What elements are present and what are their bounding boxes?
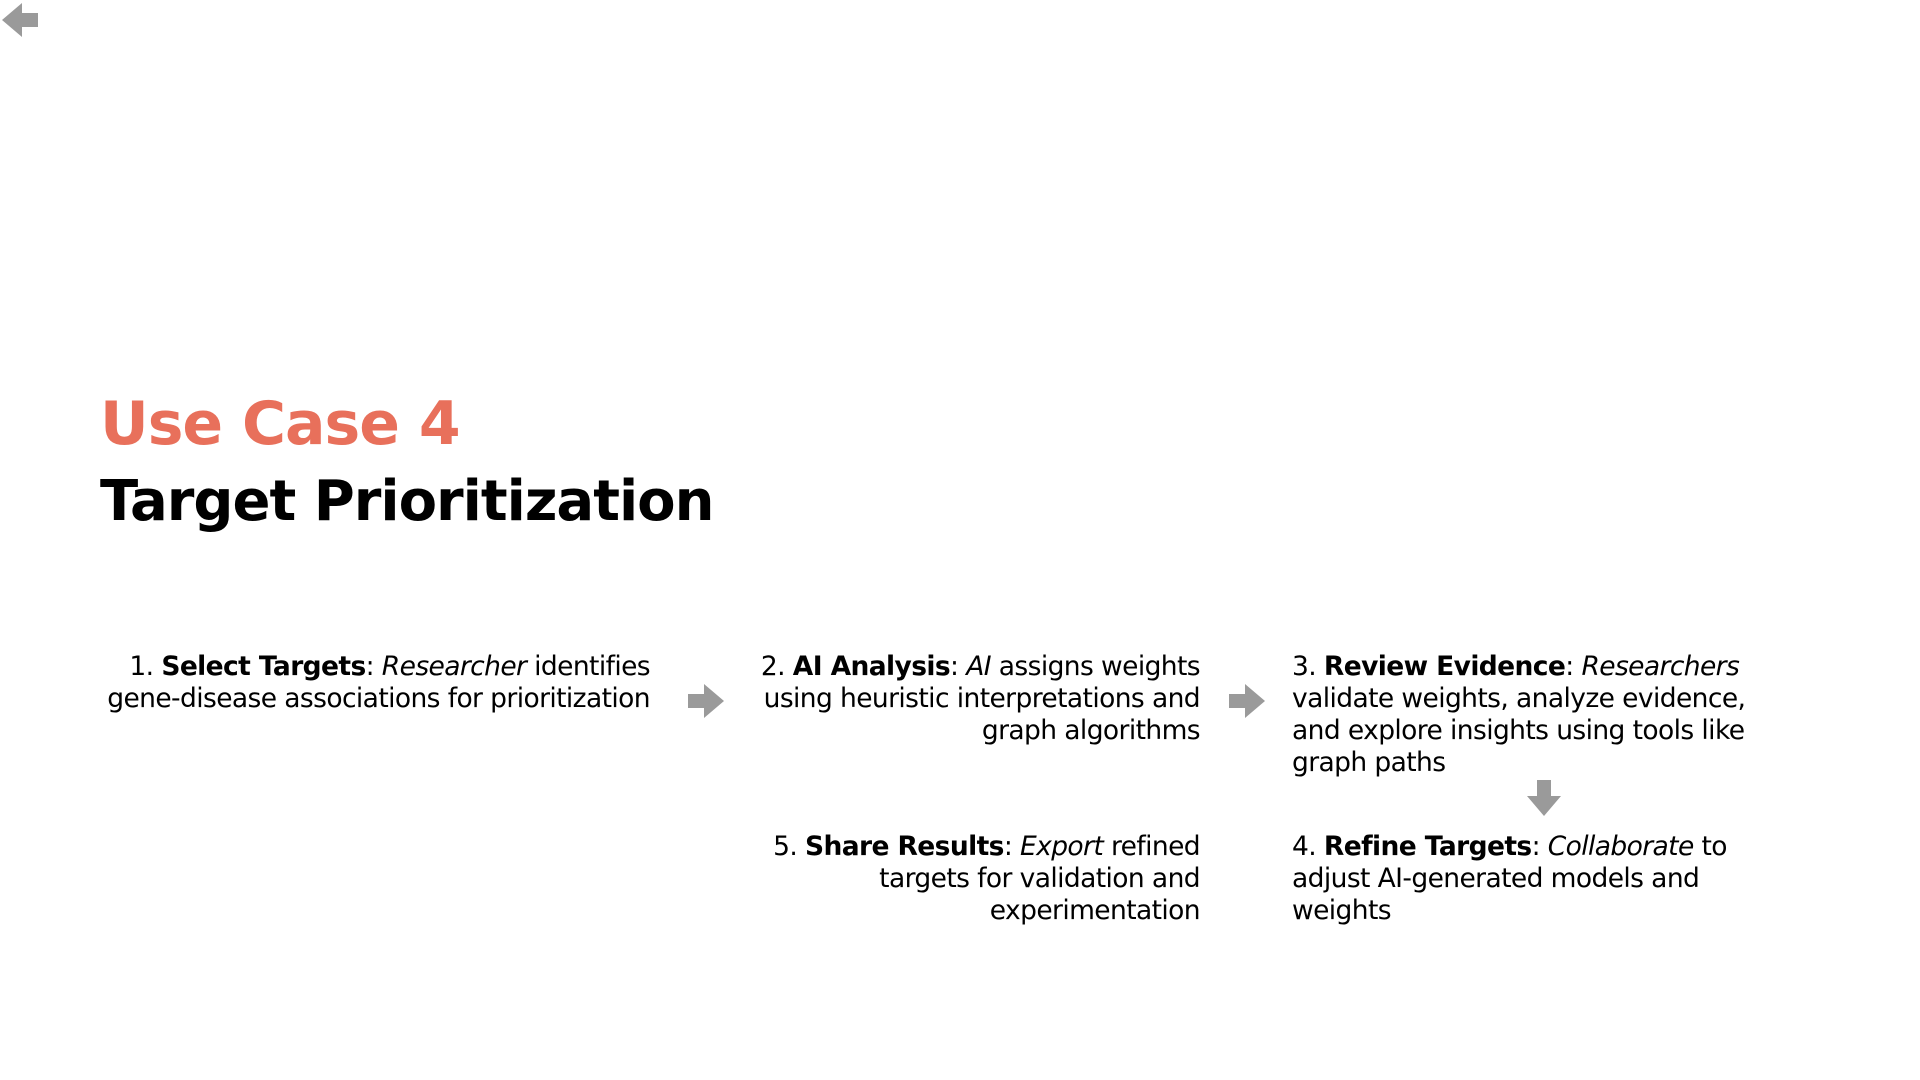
step-ai-analysis bbox=[740, 651, 1200, 747]
step-share-results bbox=[740, 831, 1200, 927]
step-actor: AI bbox=[966, 651, 991, 682]
step-description: to adjust AI-generated models and weights bbox=[1292, 831, 1727, 926]
step-actor: Researchers bbox=[1581, 651, 1740, 682]
slide-title: Target Prioritization bbox=[100, 469, 714, 534]
step-description: refined targets for validation and experimentation bbox=[879, 831, 1200, 926]
step-actor: Researcher bbox=[381, 651, 527, 682]
step-actor: Collaborate bbox=[1547, 831, 1694, 862]
step-separator: : bbox=[1003, 831, 1020, 862]
step-select-targets bbox=[100, 651, 650, 715]
arrow-right-icon bbox=[686, 681, 726, 721]
step-description: assigns weights using heuristic interpretations and graph algorithms bbox=[763, 651, 1200, 746]
step-name: Share Results bbox=[804, 831, 1004, 862]
step-name: AI Analysis bbox=[792, 651, 951, 682]
step-name: Select Targets bbox=[161, 651, 366, 682]
step-separator: : bbox=[1565, 651, 1582, 682]
step-number: 5. bbox=[773, 831, 805, 862]
arrow-right-icon bbox=[1227, 681, 1267, 721]
arrow-left-icon bbox=[0, 0, 40, 40]
use-case-label: Use Case 4 bbox=[100, 389, 460, 459]
step-separator: : bbox=[365, 651, 382, 682]
step-number: 4. bbox=[1292, 831, 1324, 862]
step-number: 1. bbox=[129, 651, 162, 682]
step-number: 3. bbox=[1292, 651, 1324, 682]
step-name: Refine Targets bbox=[1323, 831, 1532, 862]
step-review-evidence bbox=[1292, 651, 1762, 779]
step-name: Review Evidence bbox=[1323, 651, 1566, 682]
step-refine-targets bbox=[1292, 831, 1762, 927]
arrow-down-icon bbox=[1524, 778, 1564, 818]
step-actor: Export bbox=[1019, 831, 1104, 862]
step-separator: : bbox=[950, 651, 967, 682]
step-description: identifies gene-disease associations for prioritization bbox=[107, 651, 650, 714]
step-number: 2. bbox=[760, 651, 793, 682]
step-description: validate weights, analyze evidence, and explore insights using tools like graph paths bbox=[1292, 683, 1746, 778]
step-separator: : bbox=[1531, 831, 1548, 862]
